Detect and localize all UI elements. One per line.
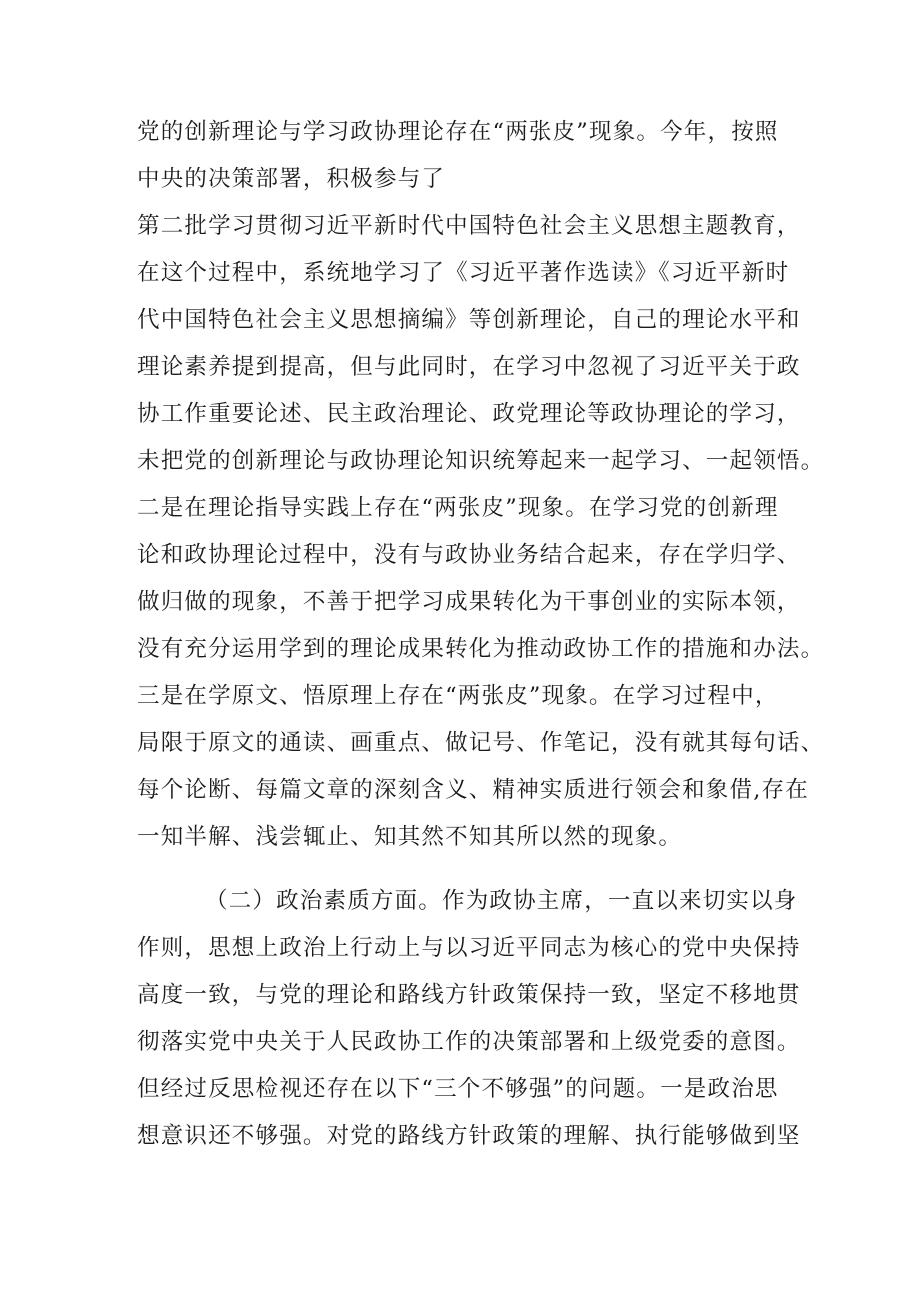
text-line: 但经过反思检视还存在以下“三个不够强”的问题。一是政治思 <box>137 1076 779 1102</box>
text-line: 做归做的现象，不善于把学习成果转化为干事创业的实际本领， <box>137 589 801 615</box>
text-line: 未把党的创新理论与政协理论知识统筹起来一起学习、一起领悟。 <box>137 448 825 474</box>
text-line: 一知半解、浅尝辄止、知其然不知其所以然的现象。 <box>137 824 683 850</box>
text-line: 三是在学原文、悟原理上存在“两张皮”现象。在学习过程中， <box>137 683 779 709</box>
text-line: 想意识还不够强。对党的路线方针政策的理解、执行能够做到坚 <box>137 1123 801 1149</box>
text-line: 没有充分运用学到的理论成果转化为推动政协工作的措施和办法。 <box>137 636 825 662</box>
text-line: 中央的决策部署，积极参与了 <box>137 166 446 192</box>
text-line: 代中国特色社会主义思想摘编》等创新理论，自己的理论水平和 <box>137 307 801 333</box>
text-line: 每个论断、每篇文章的深刻含义、精神实质进行领会和象借,存在 <box>137 777 809 803</box>
text-line: 论和政协理论过程中，没有与政协业务结合起来，存在学归学、 <box>137 542 801 568</box>
text-line: 党的创新理论与学习政协理论存在“两张皮”现象。今年，按照 <box>137 119 779 145</box>
text-line: （二）政治素质方面。作为政协主席，一直以来切实以身 <box>205 888 798 914</box>
text-line: 在这个过程中，系统地学习了《习近平著作选读》《习近平新时 <box>137 260 790 286</box>
text-line: 二是在理论指导实践上存在“两张皮”现象。在学习党的创新理 <box>137 495 779 521</box>
text-line: 理论素养提到提高，但与此同时，在学习中忽视了习近平关于政 <box>137 354 801 380</box>
text-line: 彻落实党中央关于人民政协工作的决策部署和上级党委的意图。 <box>137 1029 801 1055</box>
text-line: 高度一致，与党的理论和路线方针政策保持一致，坚定不移地贯 <box>137 982 801 1008</box>
text-line: 协工作重要论述、民主政治理论、政党理论等政协理论的学习， <box>137 401 801 427</box>
text-line: 局限于原文的通读、画重点、做记号、作笔记，没有就其每句话、 <box>137 730 825 756</box>
text-line: 作则，思想上政治上行动上与以习近平同志为核心的党中央保持 <box>137 935 801 961</box>
text-line: 第二批学习贯彻习近平新时代中国特色社会主义思想主题教育， <box>137 213 801 239</box>
